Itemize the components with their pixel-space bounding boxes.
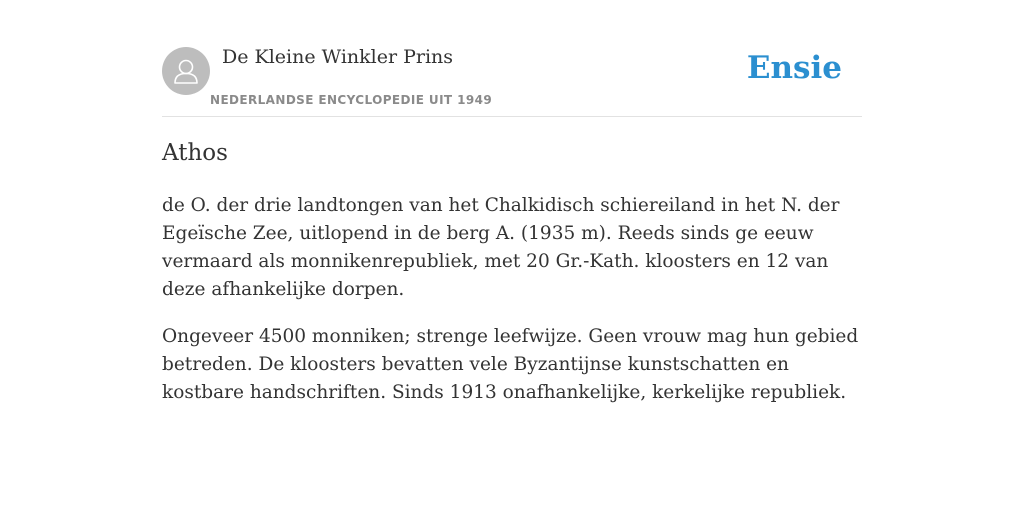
article-title: Athos (162, 140, 228, 166)
article-paragraph: Ongeveer 4500 monniken; strenge leefwijze. Geen vrouw mag hun gebied betreden. De kloosters bevatten vele Byzantijnse kunstschatten en kostbare handschriften. Sinds 1913 onafhankelijke, kerkelijke republiek. (162, 326, 859, 403)
brand-logo-link[interactable]: Ensie (746, 50, 842, 86)
source-header (162, 40, 862, 117)
source-subtitle: NEDERLANDSE ENCYCLOPEDIE UIT 1949 (210, 93, 493, 107)
source-name[interactable]: De Kleine Winkler Prins (222, 46, 454, 68)
avatar[interactable] (162, 47, 210, 95)
article-paragraph: de O. der drie landtongen van het Chalkidisch schiereiland in het N. der Egeïsche Zee, uitlopend in de berg A. (1935 m). Reeds sinds ge eeuw vermaard als monnikenrepubliek, met 20 Gr.-Kath. kloosters en 12 van deze afhankelijke dorpen. (162, 195, 840, 300)
person-icon (162, 47, 210, 95)
article-body (162, 192, 862, 426)
